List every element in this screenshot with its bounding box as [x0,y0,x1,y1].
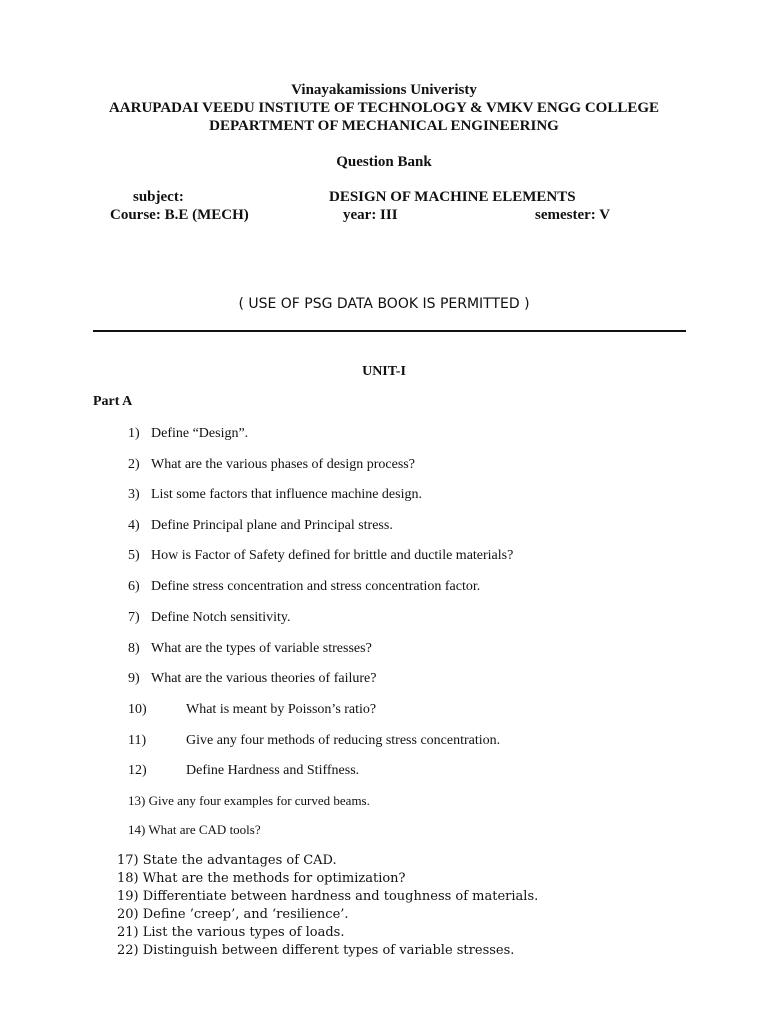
question-text: Define Principal plane and Principal stress. [151,518,393,533]
question-text: List some factors that influence machine design. [151,487,422,502]
question-item [128,702,377,718]
question-item [128,733,501,749]
question-text: What are the various phases of design process? [151,457,415,472]
question-item: 14) What are CAD tools? [128,822,261,837]
document-title: Question Bank [336,154,432,170]
department-name: DEPARTMENT OF MECHANICAL ENGINEERING [209,118,559,134]
question-item [128,457,415,473]
question-item: 21) List the various types of loads. [117,925,345,940]
question-item [128,426,249,442]
subject-label: subject: [133,189,184,205]
question-number: 4) [128,518,140,533]
semester-label: semester: V [535,207,611,223]
question-item [128,610,291,626]
question-text: What is meant by Poisson’s ratio? [186,702,377,717]
question-text: What are the various theories of failure? [151,671,377,686]
question-text: Define Hardness and Stiffness. [186,763,360,778]
question-number: 12) [128,763,147,778]
question-item [128,641,372,657]
question-item [128,763,360,779]
unit-heading: UNIT-I [362,364,406,379]
question-item: 22) Distinguish between different types of variable stresses. [117,943,515,958]
question-item: 13) Give any four examples for curved beams. [128,793,370,808]
data-book-note: ( USE OF PSG DATA BOOK IS PERMITTED ) [238,296,530,312]
question-number: 3) [128,487,140,502]
question-text: Define Notch sensitivity. [151,610,291,625]
question-item: 17) State the advantages of CAD. [117,853,337,868]
question-text: Define stress concentration and stress concentration factor. [151,579,481,594]
question-number: 2) [128,457,140,472]
question-text: How is Factor of Safety defined for brittle and ductile materials? [151,548,514,563]
question-item: 20) Define ’creep’, and ‘resilience’. [117,907,349,922]
part-heading: Part A [93,394,133,409]
question-item [128,548,514,564]
question-text: Give any four methods of reducing stress concentration. [186,733,501,748]
question-number: 9) [128,671,140,686]
year-label: year: III [343,207,398,223]
question-number: 6) [128,579,140,594]
header-divider [93,330,686,332]
question-item [128,579,481,595]
question-item [128,518,393,534]
question-item [128,487,422,503]
subject-value: DESIGN OF MACHINE ELEMENTS [329,189,576,205]
question-number: 10) [128,702,147,717]
question-number: 1) [128,426,140,441]
question-item [128,671,377,687]
question-number: 11) [128,733,147,748]
university-name: Vinayakamissions Univeristy [291,82,477,98]
question-number: 7) [128,610,140,625]
question-number: 5) [128,548,140,563]
question-text: Define “Design”. [151,426,249,441]
course-label: Course: B.E (MECH) [110,207,249,223]
question-text: What are the types of variable stresses? [151,641,372,656]
question-number: 8) [128,641,140,656]
question-item: 18) What are the methods for optimization? [117,871,406,886]
question-item: 19) Differentiate between hardness and toughness of materials. [117,889,539,904]
college-name: AARUPADAI VEEDU INSTIUTE OF TECHNOLOGY & VMKV ENGG COLLEGE [108,100,660,116]
